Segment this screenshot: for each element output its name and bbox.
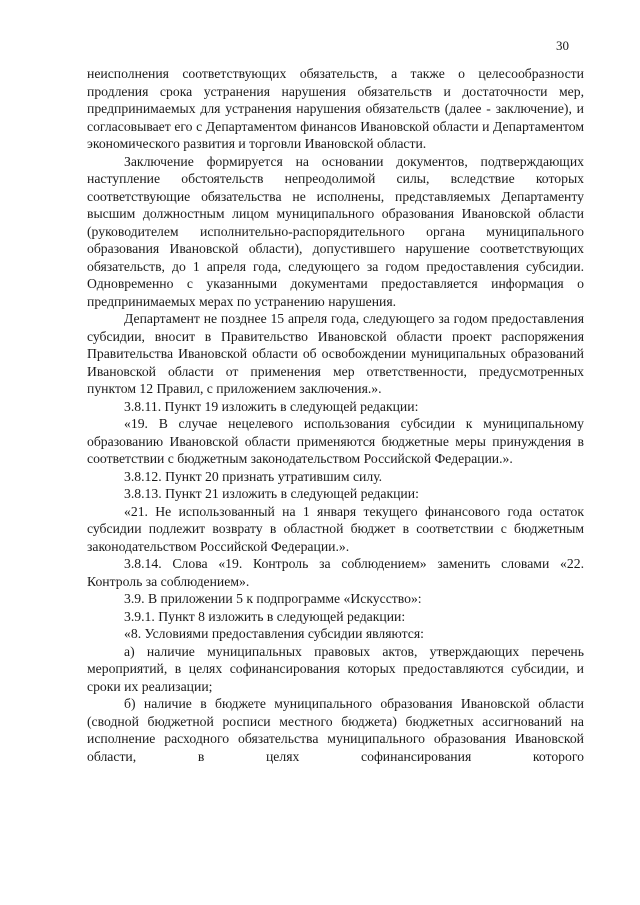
paragraph: 3.8.12. Пункт 20 признать утратившим силу.	[124, 468, 383, 484]
paragraph: 3.8.13. Пункт 21 изложить в следующей редакции:	[124, 486, 419, 501]
paragraph: «19. В случае нецелевого использования субсидии к муниципальному образованию Ивановской области применяются бюджетные меры принуждения в соответствии с бюджетным законодательством Российской Федерации.».	[87, 416, 584, 466]
document-body	[87, 65, 584, 765]
paragraph: «21. Не использованный на 1 января текущего финансового года остаток субсидии подлежит возврату в областной бюджет в соответствии с бюджетным законодательством Российской Федерации.».	[87, 503, 584, 554]
page-number: 30	[556, 38, 569, 53]
paragraph: 3.9. В приложении 5 к подпрограмме «Искусство»:	[124, 591, 422, 606]
paragraph: 3.8.14. Слова «19. Контроль за соблюдением» заменить словами «22. Контроль за соблюдением».	[87, 556, 584, 589]
paragraph: 3.9.1. Пункт 8 изложить в следующей редакции:	[124, 608, 406, 624]
paragraph: Заключение формируется на основании документов, подтверждающих наступление обстоятельств непреодолимой силы, вследствие которых соответствующие обязательства не исполнены, представляемых Департаменту высшим должностным лицом муниципального образования Ивановской области (руководителем исполнительно-распорядительного органа муниципального образования Ивановской области), допустившего нарушение соответствующих обязательств, до 1 апреля года, следующего за годом предоставления субсидии. Одновременно с указанными документами предоставляется информация о предпринимаемых мерах по устранению нарушения.	[87, 153, 584, 309]
paragraph: Департамент не позднее 15 апреля года, следующего за годом предоставления субсидии, вносит в Правительство Ивановской области проект распоряжения Правительства Ивановской области об освобождении муниципальных образований Ивановской области от применения мер ответственности, предусмотренных пунктом 12 Правил, с приложением заключения.».	[87, 311, 584, 396]
paragraph-continuation: неисполнения соответствующих обязательств, а также о целесообразности продления срока устранения нарушения обязательств и достаточности мер, предпринимаемых для устранения нарушения обязательств (далее - заключение), и согласовывает его с Департаментом финансов Ивановской области и Департаментом экономического развития и торговли Ивановской области.	[87, 66, 584, 151]
paragraph: «8. Условиями предоставления субсидии являются:	[124, 626, 424, 641]
paragraph: б) наличие в бюджете муниципального образования Ивановской области (сводной бюджетной росписи местного бюджета) бюджетных ассигнований на исполнение расходного обязательства муниципального образования Ивановской области, в целях софинансирования которого	[87, 696, 584, 764]
paragraph: 3.8.11. Пункт 19 изложить в следующей редакции:	[124, 398, 419, 414]
paragraph: а) наличие муниципальных правовых актов, утверждающих перечень мероприятий, в целях софинансирования которых предоставляются субсидии, и сроки их реализации;	[87, 643, 584, 694]
